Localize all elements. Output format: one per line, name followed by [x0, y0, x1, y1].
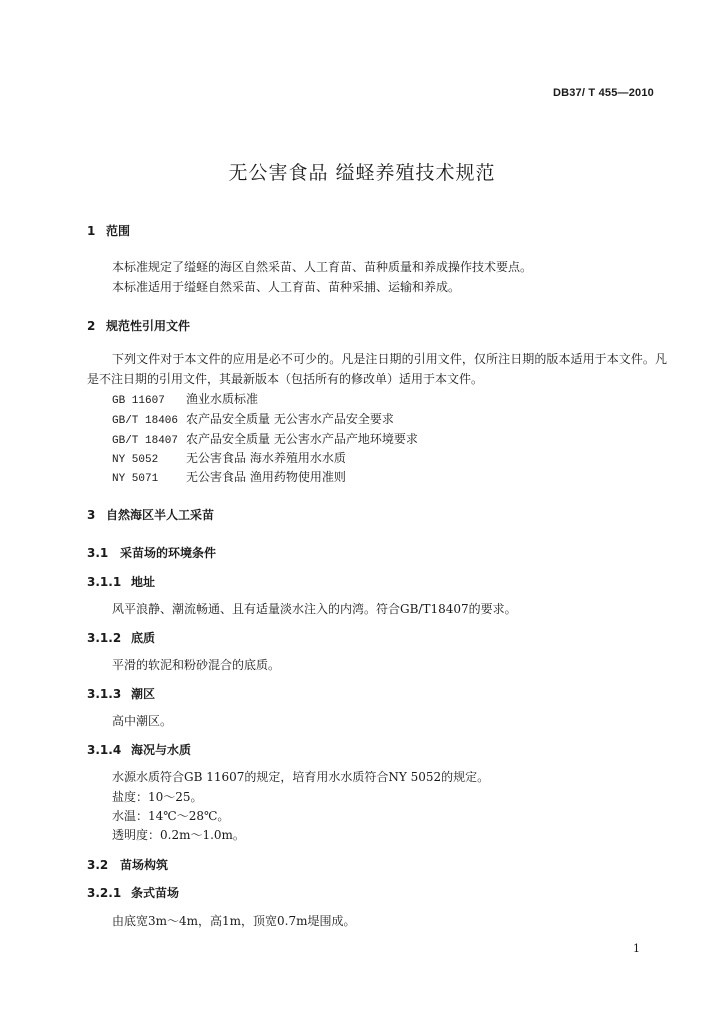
- section-title: 采苗场的环境条件: [120, 546, 217, 560]
- paragraph: 本标准规定了缢蛏的海区自然采苗、人工育苗、苗种质量和养成操作技术要点。: [112, 260, 533, 274]
- section-title: 自然海区半人工采苗: [106, 508, 215, 522]
- document-title: 无公害食品 缢蛏养殖技术规范: [228, 162, 496, 184]
- paragraph: 高中潮区。: [112, 714, 173, 728]
- reference-item: [112, 468, 346, 485]
- section-title: 地址: [131, 575, 156, 589]
- section-2-heading: [87, 317, 190, 334]
- standard-code: DB37/ T 455—2010: [552, 87, 654, 99]
- reference-code: NY 5052: [112, 454, 159, 466]
- paragraph: 本标准适用于缢蛏自然采苗、人工育苗、苗种采捕、运输和养成。: [112, 280, 461, 294]
- section-title: 底质: [131, 631, 156, 645]
- subsection-3-1-2-heading: [87, 629, 155, 646]
- reference-code: GB/T 18407: [112, 435, 179, 447]
- section-1-heading: [87, 222, 130, 239]
- reference-name: 农产品安全质量 无公害水产品产地环境要求: [186, 432, 418, 446]
- subsection-3-1-3-heading: [87, 685, 155, 702]
- paragraph: 风平浪静、潮流畅通、且有适量淡水注入的内湾。符合GB/T18407的要求。: [112, 602, 517, 616]
- section-number: 3: [87, 508, 96, 522]
- reference-item: [112, 390, 258, 407]
- reference-code: GB 11607: [112, 395, 165, 407]
- section-number: 1: [87, 224, 96, 238]
- paragraph: 盐度：10～25。: [112, 790, 203, 804]
- paragraph: 平滑的软泥和粉砂混合的底质。: [112, 658, 281, 672]
- reference-code: NY 5071: [112, 473, 159, 485]
- section-number: 3.1.4: [87, 743, 122, 757]
- reference-name: 农产品安全质量 无公害水产品安全要求: [186, 412, 394, 426]
- subsection-3-1-1-heading: [87, 573, 155, 590]
- paragraph: 由底宽3m～4m，高1m，顶宽0.7m堤围成。: [112, 914, 356, 928]
- reference-item: [112, 449, 346, 466]
- subsection-3-2-heading: [87, 856, 168, 873]
- section-number: 3.1: [87, 546, 109, 560]
- section-title: 潮区: [131, 687, 156, 701]
- reference-item: [112, 410, 394, 427]
- section-title: 苗场构筑: [120, 858, 169, 872]
- page-number: 1: [633, 942, 640, 955]
- paragraph: 水源水质符合GB 11607的规定，培育用水水质符合NY 5052的规定。: [112, 770, 490, 784]
- reference-name: 渔业水质标准: [186, 392, 259, 406]
- subsection-3-1-4-heading: [87, 741, 191, 758]
- reference-item: [112, 430, 418, 447]
- section-number: 3.2.1: [87, 886, 122, 900]
- section-title: 范围: [106, 224, 131, 238]
- reference-name: 无公害食品 海水养殖用水水质: [186, 451, 346, 465]
- paragraph: 透明度：0.2m～1.0m。: [112, 828, 245, 842]
- section-number: 3.2: [87, 858, 109, 872]
- section-title: 规范性引用文件: [106, 319, 191, 333]
- section-number: 3.1.2: [87, 631, 122, 645]
- section-title: 海况与水质: [131, 743, 192, 757]
- reference-code: GB/T 18406: [112, 415, 179, 427]
- section-number: 3.1.3: [87, 687, 122, 701]
- reference-name: 无公害食品 渔用药物使用准则: [186, 470, 346, 484]
- section-3-heading: [87, 506, 214, 523]
- paragraph: 水温：14℃～28℃。: [112, 809, 230, 823]
- section-title: 条式苗场: [131, 886, 180, 900]
- section-number: 3.1.1: [87, 575, 122, 589]
- subsection-3-1-heading: [87, 544, 216, 561]
- subsection-3-2-1-heading: [87, 884, 179, 901]
- section-number: 2: [87, 319, 96, 333]
- paragraph: 下列文件对于本文件的应用是必不可少的。凡是注日期的引用文件，仅所注日期的版本适用于本文件。凡是不注日期的引用文件，其最新版本（包括所有的修改单）适用于本文件。: [87, 352, 667, 386]
